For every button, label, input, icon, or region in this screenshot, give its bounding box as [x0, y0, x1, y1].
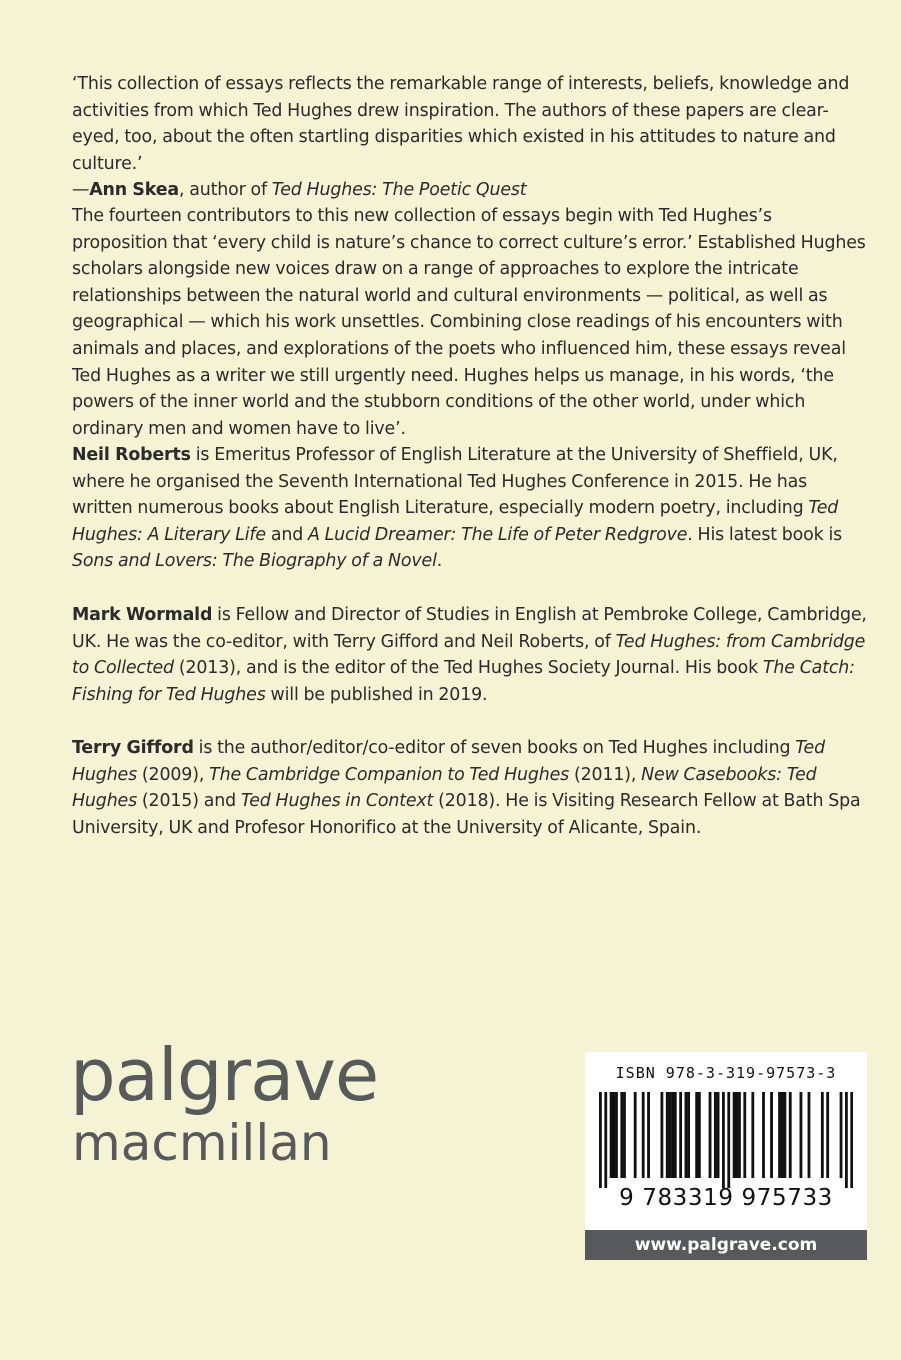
bio-text: will be published in 2019.	[265, 684, 488, 705]
review-quote	[72, 71, 872, 204]
barcode-bar	[666, 1092, 669, 1178]
bio-text: . His latest book is	[687, 524, 843, 545]
bio-text: (2015) and	[137, 791, 241, 812]
book-title: New Casebooks: Ted Hughes	[72, 764, 817, 812]
barcode-bar	[604, 1092, 607, 1188]
barcode-bar	[674, 1092, 677, 1178]
barcode-bar	[738, 1092, 741, 1178]
barcode-bar	[770, 1092, 773, 1178]
bio-mark-wormald	[72, 602, 872, 708]
barcode-bar	[735, 1092, 738, 1178]
book-title: Ted Hughes: from Cambridge to Collected	[72, 631, 866, 679]
barcode-bar	[808, 1092, 811, 1178]
barcode-bar	[620, 1092, 623, 1178]
publisher-logo	[70, 1035, 378, 1171]
bio-text: .	[436, 551, 443, 572]
isbn-label: ISBN 978-3-319-97573-3	[615, 1064, 837, 1082]
quote-dash: —	[72, 180, 90, 201]
barcode-bar	[669, 1092, 672, 1178]
barcode-bar	[783, 1092, 786, 1178]
barcode-bar	[743, 1092, 746, 1178]
barcode-bar	[845, 1092, 848, 1188]
bio-text: is Fellow and Director of Studies in English at Pembroke College, Cambridge, UK. He was the co-editor, with Terry Gifford and Neil Roberts, of	[72, 605, 867, 652]
barcode-bar	[850, 1092, 853, 1188]
barcode-bar	[781, 1092, 784, 1178]
barcode-bar	[698, 1092, 701, 1178]
bio-name: Neil Roberts	[72, 445, 191, 465]
barcode-bar	[733, 1092, 736, 1178]
barcode-bar	[660, 1092, 663, 1178]
bio-name: Mark Wormald	[72, 605, 213, 625]
barcode-icon	[599, 1092, 853, 1188]
barcode-bar	[599, 1092, 602, 1188]
bio-text: is the author/editor/co-editor of seven books on Ted Hughes including	[193, 738, 796, 758]
bio-text: (2018). He is Visiting Research Fellow at Bath Spa University, UK and Profesor Honorifico at the University of Alicante, Spain.	[72, 791, 861, 838]
bio-text: (2009),	[137, 764, 210, 785]
bio-neil-roberts	[72, 442, 872, 575]
barcode-bar	[615, 1092, 618, 1178]
barcode-bar	[821, 1092, 824, 1178]
book-title: The Catch: Fishing for Ted Hughes	[72, 658, 855, 705]
bio-text: is Emeritus Professor of English Literature at the University of Sheffield, UK, where he organised the Seventh International Ted Hughes Conference in 2015. He has written numerous books about English Literature, especially modern poetry, including	[72, 445, 838, 519]
barcode-bar	[612, 1092, 615, 1178]
bio-terry-gifford	[72, 735, 872, 841]
bio-text: (2011),	[569, 764, 642, 785]
isbn-barcode-panel	[585, 1052, 867, 1230]
barcode-bar	[687, 1092, 690, 1178]
barcode-bar	[695, 1092, 698, 1178]
barcode-bar	[714, 1092, 717, 1178]
barcode-bar	[685, 1092, 688, 1178]
book-title: Ted Hughes: A Literary Life	[72, 498, 839, 545]
barcode-digits: 9 783319 975733	[619, 1185, 833, 1211]
barcode-bar	[647, 1092, 650, 1178]
book-title: Sons and Lovers: The Biography of a Novel	[72, 551, 437, 572]
barcode-bar	[671, 1092, 674, 1178]
bio-text: and	[265, 524, 308, 545]
barcode-bar	[717, 1092, 720, 1178]
barcode-bar	[642, 1092, 645, 1178]
book-title: A Lucid Dreamer: The Life of Peter Redgrove	[307, 524, 688, 545]
barcode-bar	[762, 1092, 765, 1178]
barcode-bar	[751, 1092, 754, 1178]
barcode-bar	[826, 1092, 829, 1178]
quote-book-title: Ted Hughes: The Poetic Quest	[271, 180, 527, 201]
bio-text: (2013), and is the editor of the Ted Hughes Society Journal. His book	[173, 658, 763, 679]
barcode-bar	[709, 1092, 712, 1178]
publisher-website: www.palgrave.com	[585, 1230, 867, 1260]
quote-author-suffix: , author of	[178, 180, 272, 201]
logo-palgrave: palgrave	[70, 1033, 379, 1117]
description-text: The fourteen contributors to this new collection of essays begin with Ted Hughes’s proposition that ‘every child is nature’s chance to correct culture’s error.’ Established Hughes scholars alongside new voices draw on a range of approaches to explore the intricate relationships between the natural world and cultural environments — political, as well as geographical — which his work unsettles. Combining close readings of his encounters with animals and places, and explorations of the poets who influenced him, these essays reveal Ted Hughes as a writer we still urgently need. Hughes helps us manage, in his words, ‘the powers of the inner world and the stubborn conditions of the other world, under which ordinary men and women have to live’.	[72, 206, 866, 439]
barcode-bar	[634, 1092, 637, 1178]
quote-author: Ann Skea	[89, 180, 179, 201]
quote-text: ‘This collection of essays reflects the remarkable range of interests, beliefs, knowledge and activities from which Ted Hughes drew inspiration. The authors of these papers are clear-eyed, too, about the often startling disparities which existed in his attitudes to nature and culture.’	[72, 74, 850, 174]
book-title: The Cambridge Companion to Ted Hughes	[209, 764, 570, 785]
barcode-bar	[727, 1092, 730, 1188]
book-title: Ted Hughes	[72, 738, 825, 785]
barcode-bar	[800, 1092, 803, 1178]
barcode-bar	[722, 1092, 725, 1188]
barcode-bar	[840, 1092, 843, 1178]
bio-name: Terry Gifford	[72, 738, 194, 758]
barcode-bar	[778, 1092, 781, 1178]
book-title: Ted Hughes in Context	[240, 791, 434, 812]
logo-macmillan: macmillan	[72, 1114, 332, 1172]
barcode-bar	[679, 1092, 682, 1178]
barcode-bar	[623, 1092, 626, 1178]
barcode-bar	[789, 1092, 792, 1178]
barcode-bar	[610, 1092, 613, 1178]
book-description	[72, 203, 872, 442]
